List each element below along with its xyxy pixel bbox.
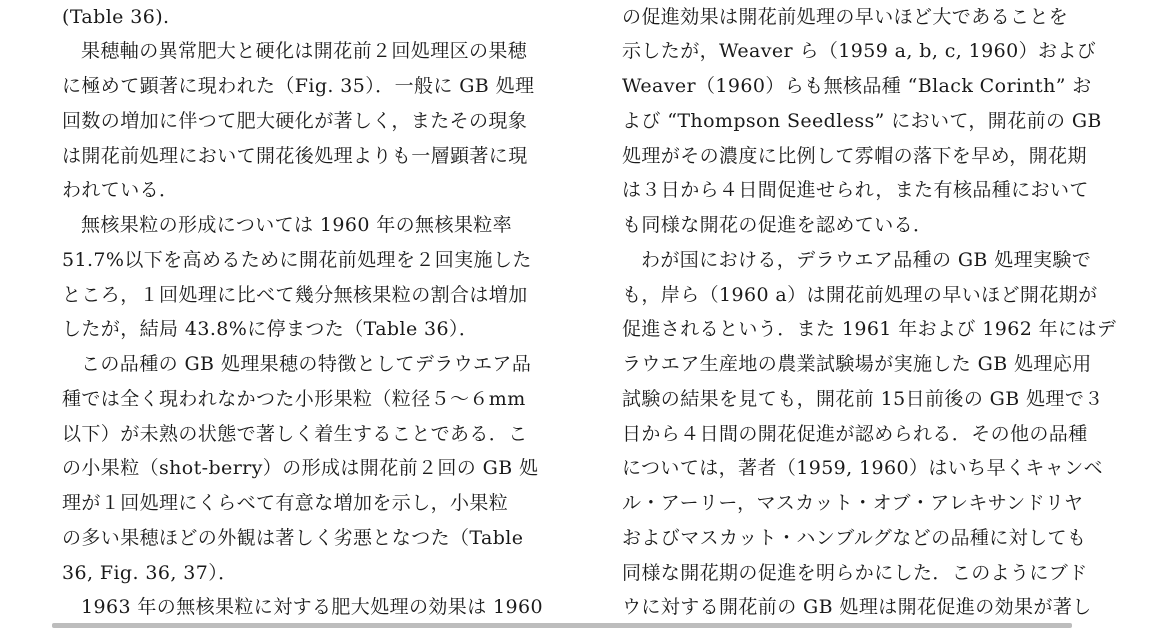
text-line: 試験の結果を見ても，開花前 15日前後の GB 処理で３	[622, 388, 1104, 410]
text-line: 36, Fig. 36, 37）．	[62, 562, 238, 584]
text-line: したが，結局 43.8%に停まつた（Table 36）．	[62, 318, 479, 340]
text-line: 回数の増加に伴つて肥大硬化が著しく，またその現象	[62, 110, 528, 132]
text-line: よび “Thompson Seedless” において，開花前の GB	[622, 110, 1102, 132]
horizontal-scrollbar[interactable]	[52, 623, 1072, 628]
text-line: 理が１回処理にくらべて有意な増加を示し，小果粒	[62, 492, 509, 514]
text-line: 51.7%以下を高めるために開花前処理を２回実施した	[62, 249, 532, 271]
text-line: の小果粒（shot-berry）の形成は開花前２回の GB 処	[62, 457, 539, 479]
text-line: については，著者（1959, 1960）はいち早くキャンベ	[622, 457, 1104, 479]
text-line: ところ，１回処理に比べて幾分無核果粒の割合は増加	[62, 284, 528, 306]
text-line: (Table 36).	[62, 6, 170, 28]
text-line: は３日から４日間促進せられ，また有核品種において	[622, 179, 1089, 201]
text-line: 促進されるという．また 1961 年および 1962 年にはデ	[622, 318, 1117, 340]
paragraph-first-line: わが国における，デラウエア品種の GB 処理実験で	[641, 249, 1092, 271]
paragraph-first-line: 1963 年の無核果粒に対する肥大処理の効果は 1960	[81, 596, 543, 618]
text-line: ウに対する開花前の GB 処理は開花促進の効果が著し	[622, 596, 1092, 618]
text-line: 以下）が未熟の状態で著しく着生することである．こ	[62, 423, 528, 445]
text-line: の多い果穂ほどの外観は著しく劣悪となつた（Table	[62, 527, 524, 549]
paragraph-first-line: この品種の GB 処理果穂の特徴としてデラウエア品	[81, 353, 532, 375]
text-line: 種では全く現われなかつた小形果粒（粒径５～６mm	[62, 388, 526, 410]
text-line: われている．	[62, 179, 179, 201]
text-line: も同様な開花の促進を認めている．	[622, 214, 933, 236]
text-line: ル・アーリー，マスカット・オブ・アレキサンドリヤ	[622, 492, 1084, 514]
text-line: の促進効果は開花前処理の早いほど大であることを	[622, 6, 1069, 28]
text-line: ラウエア生産地の農業試験場が実施した GB 処理応用	[622, 353, 1092, 375]
text-line: 示したが，Weaver ら（1959 a, b, c, 1960）および	[622, 40, 1097, 62]
text-line: Weaver（1960）らも無核品種 “Black Corinth” お	[622, 75, 1092, 97]
text-line: は開花前処理において開花後処理よりも一層顕著に現	[62, 145, 528, 167]
text-line: 処理がその濃度に比例して雰帽の落下を早め，開花期	[622, 145, 1087, 167]
paragraph-first-line: 無核果粒の形成については 1960 年の無核果粒率	[81, 214, 513, 236]
text-line: 日から４日間の開花促進が認められる．その他の品種	[622, 423, 1088, 445]
text-line: 同様な開花期の促進を明らかにした．このようにブド	[622, 562, 1088, 584]
text-line: も，岸ら（1960 a）は開花前処理の早いほど開花期が	[622, 284, 1098, 306]
text-line: およびマスカット・ハンブルグなどの品種に対しても	[622, 527, 1087, 549]
paragraph-first-line: 果穂軸の異常肥大と硬化は開花前２回処理区の果穂	[81, 40, 528, 62]
text-line: に極めて顕著に現われた（Fig. 35）．一般に GB 処理	[62, 75, 535, 97]
